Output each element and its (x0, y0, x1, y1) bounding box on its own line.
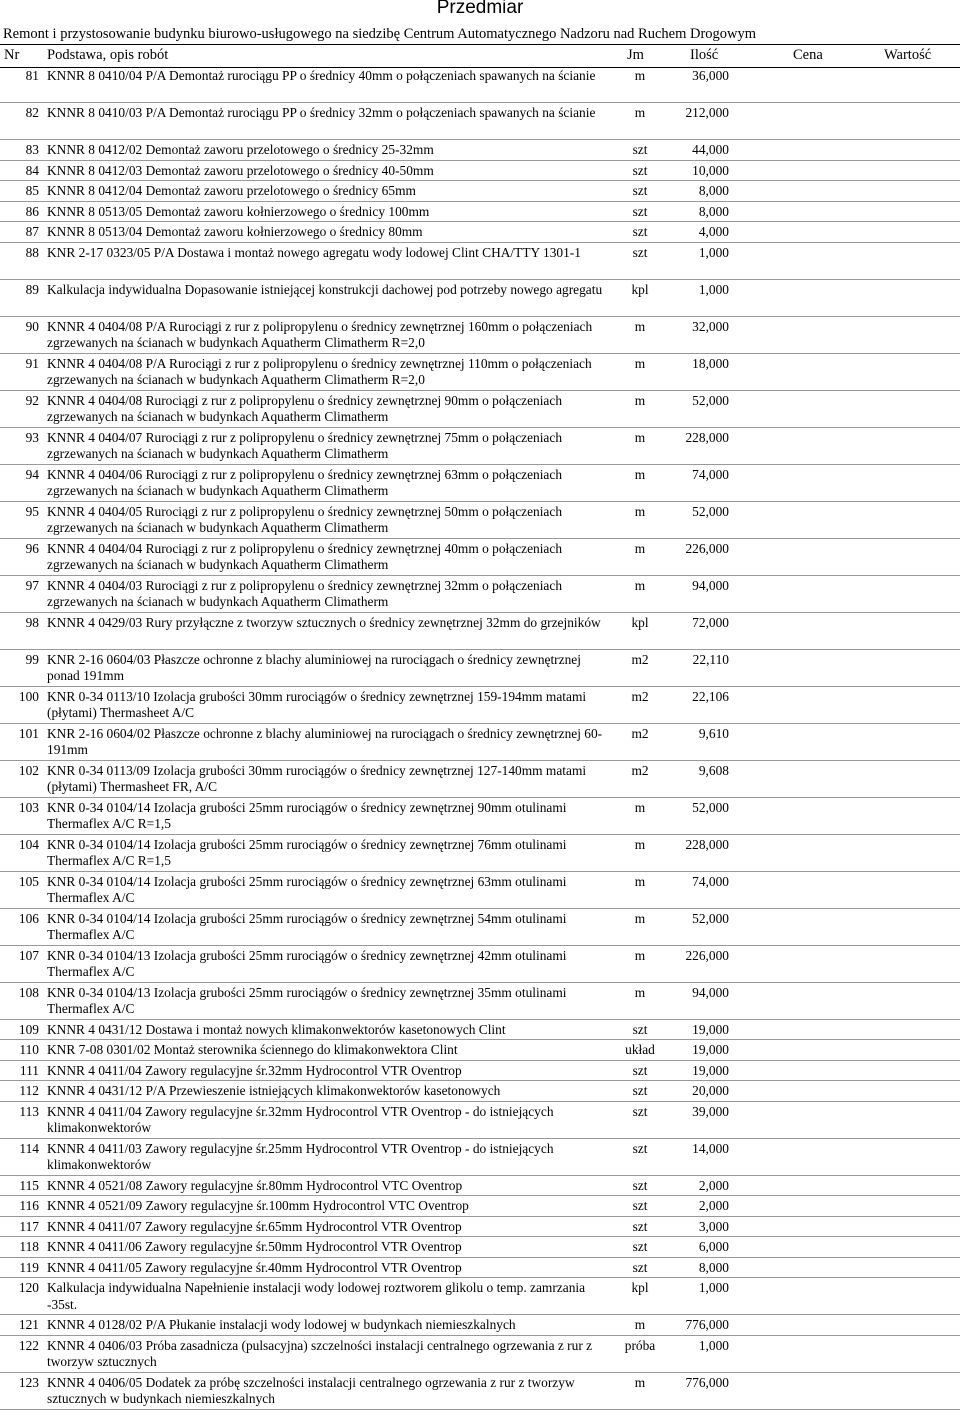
row-unit: szt (632, 142, 648, 157)
row-quantity: 226,000 (685, 540, 729, 556)
row-number: 117 (19, 1218, 39, 1234)
table-row (0, 465, 960, 502)
row-quantity: 52,000 (692, 910, 729, 926)
header-value: Wartość (884, 47, 932, 63)
row-description: KNNR 4 0411/03 Zawory regulacyjne śr.25mm Hydrocontrol VTR Oventrop - do istniejących klimakonwektorów (47, 1140, 554, 1172)
table-row (0, 140, 960, 161)
row-number: 103 (18, 799, 39, 815)
row-description: KNNR 4 0431/12 P/A Przewieszenie istniejących klimakonwektorów kasetonowych (47, 1083, 501, 1098)
table-row (0, 317, 960, 354)
row-description: KNR 7-08 0301/02 Montaż sterownika ściennego do klimakonwektora Clint (47, 1042, 458, 1057)
row-number: 87 (25, 224, 39, 239)
row-description: KNNR 4 0404/08 P/A Rurociągi z rur z polipropylenu o średnicy zewnętrznej 110mm o połączeniach zgrzewanych na ścianach w budynkach Aquatherm Climatherm R=2,0 (47, 355, 592, 387)
row-quantity: 19,000 (692, 1042, 729, 1057)
row-description: Kalkulacja indywidualna Napełnienie instalacji wody lodowej roztworem glikolu o temp. zamrzania -35st. (47, 1280, 586, 1312)
row-number: 98 (25, 614, 39, 630)
row-number: 115 (19, 1177, 39, 1193)
row-number: 92 (25, 392, 39, 408)
row-unit: m2 (631, 762, 649, 778)
table-row (0, 1336, 960, 1373)
row-unit: m (634, 105, 646, 120)
row-quantity: 52,000 (692, 503, 729, 519)
table-row (0, 222, 960, 243)
row-quantity: 2,000 (698, 1177, 729, 1193)
row-unit: próba (624, 1337, 656, 1353)
row-quantity: 19,000 (692, 1062, 729, 1078)
row-description: KNNR 4 0128/02 P/A Płukanie instalacji wody lodowej w budynkach niemieszkalnych (47, 1317, 516, 1332)
row-quantity: 32,000 (692, 318, 729, 334)
row-description: KNNR 4 0404/08 P/A Rurociągi z rur z polipropylenu o średnicy zewnętrznej 160mm o połączeniach zgrzewanych na ścianach w budynkach Aquatherm Climatherm R=2,0 (47, 318, 593, 350)
row-quantity: 44,000 (692, 142, 729, 157)
row-unit: m2 (631, 651, 649, 667)
row-description: KNNR 4 0404/08 Rurociągi z rur z polipropylenu o średnicy zewnętrznej 90mm o połączeniach zgrzewanych na ścianach w budynkach Aquatherm Climatherm (47, 392, 563, 424)
row-description: KNNR 4 0411/07 Zawory regulacyjne śr.65mm Hydrocontrol VTR Oventrop (47, 1218, 462, 1234)
row-quantity: 212,000 (685, 105, 729, 120)
row-quantity: 3,000 (698, 1218, 729, 1234)
row-unit: szt (632, 1198, 648, 1213)
row-unit: szt (632, 1103, 648, 1119)
row-unit: szt (632, 1218, 648, 1234)
row-description: KNNR 4 0521/08 Zawory regulacyjne śr.80mm Hydrocontrol VTC Oventrop (47, 1177, 463, 1193)
row-number: 109 (18, 1021, 39, 1037)
row-unit: m (634, 836, 646, 852)
table-row (0, 1258, 960, 1279)
row-unit: układ (625, 1042, 655, 1057)
row-description: KNR 0-34 0104/14 Izolacja grubości 25mm rurociągów o średnicy zewnętrznej 76mm otulinami Thermaflex A/C R=1,5 (47, 836, 567, 868)
row-description: KNR 0-34 0104/14 Izolacja grubości 25mm rurociągów o średnicy zewnętrznej 54mm otulinami Thermaflex A/C (47, 910, 567, 942)
header-description: Podstawa, opis robót (47, 47, 169, 63)
row-quantity: 9,610 (698, 725, 729, 741)
row-number: 94 (25, 466, 39, 482)
row-description: Kalkulacja indywidualna Dopasowanie istniejącej konstrukcji dachowej pod potrzeby nowego agregatu (47, 281, 603, 297)
row-quantity: 8,000 (698, 183, 729, 198)
row-number: 116 (19, 1198, 39, 1213)
row-number: 104 (18, 836, 39, 852)
header-price: Cena (793, 47, 823, 63)
row-description: KNR 2-17 0323/05 P/A Dostawa i montaż nowego agregatu wody lodowej Clint CHA/TTY 1301-1 (47, 244, 581, 260)
row-number: 99 (25, 651, 39, 667)
row-description: KNR 0-34 0113/09 Izolacja grubości 30mm rurociągów o średnicy zewnętrznej 127-140mm matami (płytami) Thermasheet FR, A/C (47, 762, 587, 794)
row-unit: m (634, 1374, 646, 1390)
row-number: 122 (18, 1337, 39, 1353)
row-unit: m (634, 503, 646, 519)
row-unit: szt (632, 244, 648, 260)
row-unit: m (634, 910, 646, 926)
row-description: KNNR 4 0404/03 Rurociągi z rur z polipropylenu o średnicy zewnętrznej 32mm o połączeniach zgrzewanych na ścianach w budynkach Aquatherm Climatherm (47, 577, 563, 609)
items-table-body (0, 66, 960, 1410)
row-unit: m2 (631, 688, 649, 704)
table-row (0, 576, 960, 613)
row-number: 123 (18, 1374, 39, 1390)
row-quantity: 1,000 (698, 1337, 729, 1353)
row-unit: m (634, 392, 646, 408)
row-number: 112 (19, 1083, 39, 1098)
row-quantity: 36,000 (692, 68, 729, 83)
row-unit: m (634, 799, 646, 815)
row-description: KNNR 4 0406/03 Próba zasadnicza (pulsacyjna) szczelności instalacji centralnego ogrzewania z rur z tworzyw sztucznych (47, 1337, 593, 1369)
row-quantity: 39,000 (692, 1103, 729, 1119)
table-row (0, 1237, 960, 1258)
row-description: KNNR 4 0404/07 Rurociągi z rur z polipropylenu o średnicy zewnętrznej 75mm o połączeniach zgrzewanych na ścianach w budynkach Aquatherm Climatherm (47, 429, 563, 461)
row-number: 113 (19, 1103, 39, 1119)
row-quantity: 2,000 (698, 1198, 729, 1213)
row-unit: szt (632, 1177, 648, 1193)
row-number: 93 (25, 429, 39, 445)
row-unit: szt (632, 183, 648, 198)
row-unit: szt (632, 1259, 648, 1275)
row-description: KNR 0-34 0104/13 Izolacja grubości 25mm rurociągów o średnicy zewnętrznej 42mm otulinami Thermaflex A/C (47, 947, 567, 979)
row-quantity: 74,000 (692, 466, 729, 482)
row-number: 102 (18, 762, 39, 778)
row-quantity: 20,000 (692, 1083, 729, 1098)
table-row (0, 1176, 960, 1197)
table-row (0, 687, 960, 724)
row-number: 95 (25, 503, 39, 519)
row-description: KNNR 8 0412/04 Demontaż zaworu przelotowego o średnicy 65mm (47, 183, 416, 198)
table-row (0, 1040, 960, 1061)
row-unit: m (634, 540, 646, 556)
document-subtitle: Remont i przystosowanie budynku biurowo-usługowego na siedzibę Centrum Automatycznego Nadzoru nad Ruchem Drogowym (3, 26, 757, 42)
table-row (0, 1217, 960, 1238)
row-unit: m (634, 1317, 646, 1332)
row-description: KNNR 4 0404/06 Rurociągi z rur z polipropylenu o średnicy zewnętrznej 63mm o połączeniach zgrzewanych na ścianach w budynkach Aquatherm Climatherm (47, 466, 563, 498)
row-number: 84 (25, 162, 39, 178)
table-row (0, 1102, 960, 1139)
row-quantity: 228,000 (685, 836, 729, 852)
row-description: KNNR 8 0412/02 Demontaż zaworu przelotowego o średnicy 25-32mm (47, 142, 434, 157)
row-quantity: 19,000 (692, 1021, 729, 1037)
row-unit: m (634, 429, 646, 445)
row-number: 121 (18, 1317, 39, 1332)
row-number: 101 (18, 725, 39, 741)
row-unit: m2 (631, 725, 649, 741)
row-unit: szt (632, 1083, 648, 1098)
row-quantity: 94,000 (692, 984, 729, 1000)
row-quantity: 52,000 (692, 799, 729, 815)
row-number: 96 (25, 540, 39, 556)
row-description: KNNR 4 0429/03 Rury przyłączne z tworzyw sztucznych o średnicy zewnętrznej 32mm do grzejników (47, 614, 601, 630)
row-unit: m (634, 466, 646, 482)
row-quantity: 228,000 (685, 429, 729, 445)
row-quantity: 22,106 (692, 688, 729, 704)
header-unit: Jm (627, 47, 644, 63)
row-unit: kpl (631, 614, 649, 630)
row-description: KNNR 8 0412/03 Demontaż zaworu przelotowego o średnicy 40-50mm (47, 162, 434, 178)
table-row (0, 1139, 960, 1176)
table-row (0, 872, 960, 909)
row-description: KNNR 4 0431/12 Dostawa i montaż nowych klimakonwektorów kasetonowych Clint (47, 1021, 506, 1037)
row-description: KNR 0-34 0104/14 Izolacja grubości 25mm rurociągów o średnicy zewnętrznej 90mm otulinami Thermaflex A/C R=1,5 (47, 799, 567, 831)
table-header (0, 44, 960, 68)
row-unit: kpl (631, 281, 649, 297)
table-row (0, 1081, 960, 1102)
table-row (0, 1020, 960, 1041)
row-number: 89 (25, 281, 39, 297)
row-number: 111 (19, 1062, 39, 1078)
row-unit: szt (632, 162, 648, 178)
table-row (0, 798, 960, 835)
header-quantity: Ilość (690, 47, 719, 63)
row-description: KNR 2-16 0604/03 Płaszcze ochronne z blachy aluminiowej na rurociągach o średnicy zewnętrznej ponad 191mm (47, 651, 581, 683)
table-row (0, 724, 960, 761)
row-quantity: 22,110 (692, 651, 729, 667)
row-unit: szt (632, 1140, 648, 1156)
table-row (0, 909, 960, 946)
row-quantity: 1,000 (698, 1280, 729, 1295)
row-quantity: 94,000 (692, 577, 729, 593)
row-quantity: 14,000 (692, 1140, 729, 1156)
table-row (0, 835, 960, 872)
row-quantity: 226,000 (685, 947, 729, 963)
row-quantity: 10,000 (692, 162, 729, 178)
row-number: 81 (25, 68, 39, 83)
table-row (0, 243, 960, 280)
table-row (0, 202, 960, 223)
row-quantity: 9,608 (698, 762, 729, 778)
row-description: KNNR 8 0410/04 P/A Demontaż rurociągu PP o średnicy 40mm o połączeniach spawanych na ścianie (47, 68, 596, 83)
table-row (0, 946, 960, 983)
header-nr: Nr (4, 47, 20, 63)
table-row (0, 983, 960, 1020)
row-number: 110 (19, 1042, 39, 1057)
row-number: 86 (25, 203, 39, 219)
row-number: 88 (25, 244, 39, 260)
row-quantity: 4,000 (698, 224, 729, 239)
row-description: KNNR 8 0410/03 P/A Demontaż rurociągu PP o średnicy 32mm o połączeniach spawanych na ścianie (47, 105, 596, 120)
row-unit: kpl (631, 1280, 649, 1295)
row-number: 118 (19, 1239, 39, 1254)
table-row (0, 66, 960, 103)
row-description: KNNR 4 0406/05 Dodatek za próbę szczelności instalacji centralnego ogrzewania z rur z tworzyw sztucznych w budynkach niemieszkalnych (47, 1374, 575, 1406)
row-unit: m (634, 318, 646, 334)
row-unit: m (634, 947, 646, 963)
table-row (0, 613, 960, 650)
row-number: 100 (18, 688, 39, 704)
row-quantity: 6,000 (698, 1239, 729, 1254)
row-number: 105 (18, 873, 39, 889)
row-unit: m (634, 355, 646, 371)
row-description: KNR 0-34 0104/14 Izolacja grubości 25mm rurociągów o średnicy zewnętrznej 63mm otulinami Thermaflex A/C (47, 873, 567, 905)
table-row (0, 502, 960, 539)
row-number: 120 (18, 1280, 39, 1295)
row-description: KNNR 4 0521/09 Zawory regulacyjne śr.100mm Hydrocontrol VTC Oventrop (47, 1198, 469, 1213)
row-number: 107 (18, 947, 39, 963)
row-unit: m (634, 577, 646, 593)
table-row (0, 181, 960, 202)
row-unit: szt (632, 1021, 648, 1037)
row-number: 82 (25, 105, 39, 120)
table-row (0, 650, 960, 687)
row-unit: szt (632, 203, 648, 219)
row-number: 97 (25, 577, 39, 593)
table-row (0, 103, 960, 140)
page-title: Przedmiar (436, 0, 524, 18)
row-quantity: 776,000 (685, 1374, 729, 1390)
row-quantity: 74,000 (692, 873, 729, 889)
table-row (0, 761, 960, 798)
table-row (0, 1278, 960, 1315)
row-quantity: 18,000 (692, 355, 729, 371)
row-description: KNNR 4 0404/05 Rurociągi z rur z polipropylenu o średnicy zewnętrznej 50mm o połączeniach zgrzewanych na ścianach w budynkach Aquatherm Climatherm (47, 503, 563, 535)
row-number: 91 (25, 355, 39, 371)
row-quantity: 8,000 (698, 1259, 729, 1275)
row-description: KNNR 4 0411/05 Zawory regulacyjne śr.40mm Hydrocontrol VTR Oventrop (47, 1259, 462, 1275)
row-description: KNR 0-34 0104/13 Izolacja grubości 25mm rurociągów o średnicy zewnętrznej 35mm otulinami Thermaflex A/C (47, 984, 567, 1016)
row-number: 85 (25, 183, 39, 198)
row-unit: m (634, 68, 646, 83)
row-description: KNNR 8 0513/04 Demontaż zaworu kołnierzowego o średnicy 80mm (47, 224, 423, 239)
row-description: KNNR 4 0404/04 Rurociągi z rur z polipropylenu o średnicy zewnętrznej 40mm o połączeniach zgrzewanych na ścianach w budynkach Aquatherm Climatherm (47, 540, 563, 572)
table-row (0, 1315, 960, 1336)
row-description: KNNR 4 0411/04 Zawory regulacyjne śr.32mm Hydrocontrol VTR Oventrop (47, 1062, 462, 1078)
row-number: 119 (19, 1259, 39, 1275)
row-quantity: 72,000 (692, 614, 729, 630)
row-unit: m (634, 984, 646, 1000)
row-description: KNNR 4 0411/04 Zawory regulacyjne śr.32mm Hydrocontrol VTR Oventrop - do istniejących klimakonwektorów (47, 1103, 554, 1135)
table-row (0, 354, 960, 391)
row-description: KNR 2-16 0604/02 Płaszcze ochronne z blachy aluminiowej na rurociągach o średnicy zewnętrznej 60-191mm (47, 725, 603, 757)
row-description: KNNR 4 0411/06 Zawory regulacyjne śr.50mm Hydrocontrol VTR Oventrop (47, 1239, 462, 1254)
table-row (0, 539, 960, 576)
table-row (0, 280, 960, 317)
row-quantity: 8,000 (698, 203, 729, 219)
row-number: 106 (18, 910, 39, 926)
row-description: KNR 0-34 0113/10 Izolacja grubości 30mm rurociągów o średnicy zewnętrznej 159-194mm matami (płytami) Thermasheet A/C (47, 688, 587, 720)
row-unit: m (634, 873, 646, 889)
row-number: 90 (25, 318, 39, 334)
table-row (0, 161, 960, 182)
table-row (0, 428, 960, 465)
row-unit: szt (632, 224, 648, 239)
row-quantity: 776,000 (685, 1317, 729, 1332)
row-number: 108 (18, 984, 39, 1000)
table-row (0, 1061, 960, 1082)
row-quantity: 52,000 (692, 392, 729, 408)
row-unit: szt (632, 1062, 648, 1078)
row-number: 83 (25, 142, 39, 157)
row-number: 114 (19, 1140, 39, 1156)
row-quantity: 1,000 (698, 244, 729, 260)
row-quantity: 1,000 (698, 281, 729, 297)
table-row (0, 391, 960, 428)
row-description: KNNR 8 0513/05 Demontaż zaworu kołnierzowego o średnicy 100mm (47, 203, 430, 219)
table-row (0, 1373, 960, 1410)
table-row (0, 1196, 960, 1217)
row-unit: szt (632, 1239, 648, 1254)
